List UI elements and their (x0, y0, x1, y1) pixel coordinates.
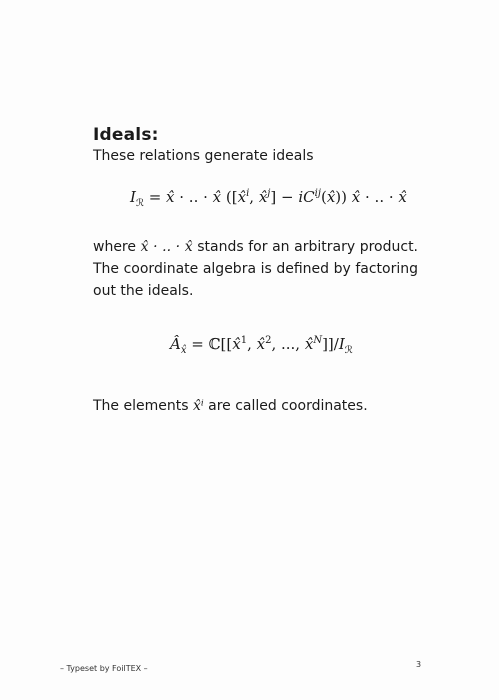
intro-text: These relations generate ideals (93, 148, 314, 164)
page-number: 3 (416, 660, 422, 669)
product-symbol: x̂ · .. · x̂ (140, 239, 193, 255)
ideal-equation: $I_ℛ$ = x̂ · .. · x̂ ([x̂$^i$, x̂$^j$] − $iC^{ij}(x̂)$) x̂ · .. · x̂ (130, 188, 407, 209)
algebra-equation: $Â_{x̂}$ = ℂ[[x̂$^1$, x̂$^2$, ..., $x̂^N]]/I_ℛ$ (170, 335, 353, 356)
slide-heading: Ideals: (93, 125, 159, 145)
closing-sentence (93, 398, 368, 414)
coordinate-symbol: x̂ⁱ (192, 398, 204, 414)
typeset-footer: – Typeset by FoilTEX – (60, 664, 148, 673)
closing-part1: The elements (93, 398, 189, 414)
paragraph-part1: where (93, 239, 136, 255)
paragraph-part2: stands for an arbitrary product. The coordinate algebra is defined by factoring out the ideals. (93, 239, 419, 299)
product-explanation (93, 236, 418, 302)
closing-part2: are called coordinates. (208, 398, 368, 414)
